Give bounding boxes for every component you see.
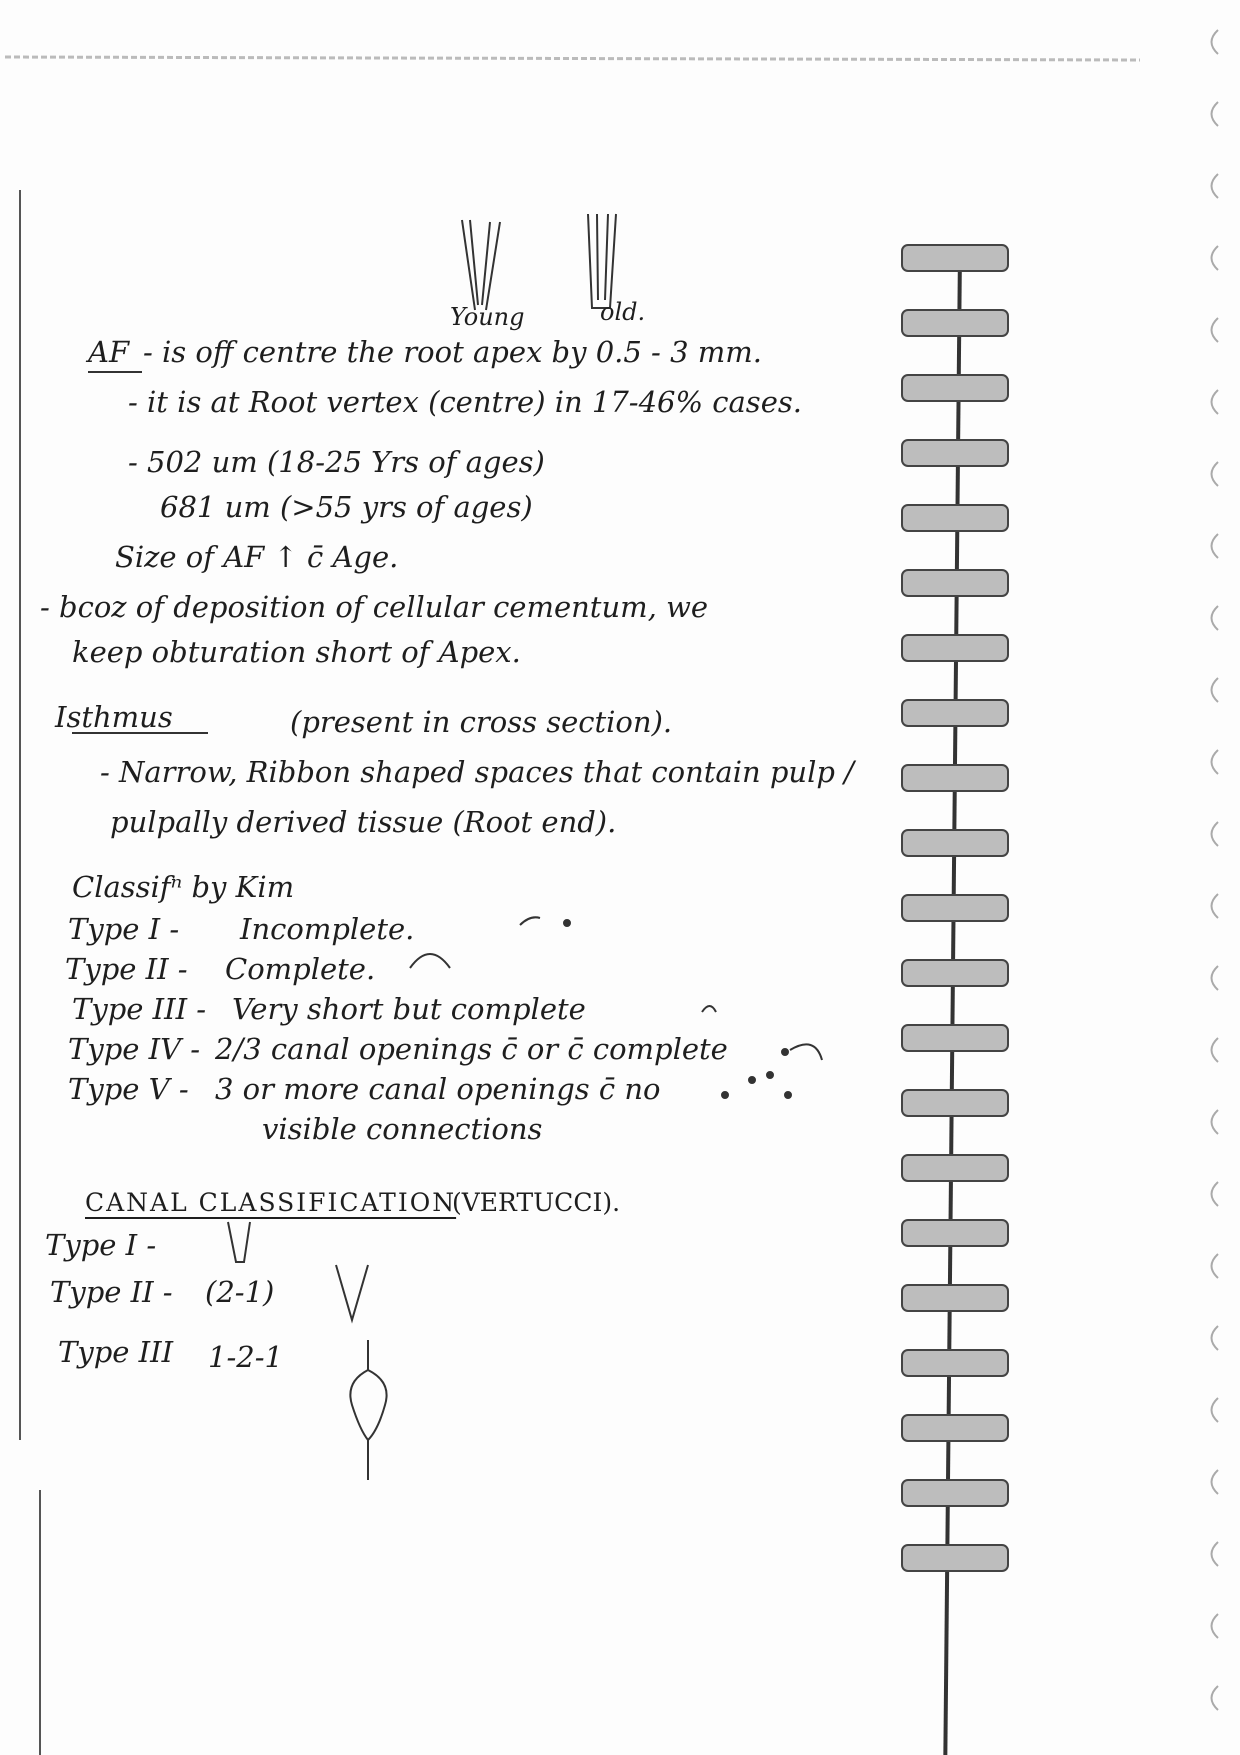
spiral-ring	[902, 1350, 1008, 1376]
af-line-5: Size of AF ↑ c̄ Age.	[115, 540, 399, 574]
af-line-2: - it is at Root vertex (centre) in 17-46% cases.	[128, 385, 802, 419]
spiral-ring	[902, 830, 1008, 856]
kim-type-5-label: Type V -	[68, 1072, 189, 1106]
vertucci-author: (VERTUCCI).	[452, 1188, 621, 1217]
isthmus-heading: Isthmus	[55, 700, 173, 734]
edge-hole	[1212, 606, 1219, 630]
spiral-ring	[902, 310, 1008, 336]
edge-hole	[1212, 1182, 1219, 1206]
spiral-ring	[902, 1155, 1008, 1181]
page-edge-holes	[1212, 30, 1219, 1710]
spiral-ring	[902, 765, 1008, 791]
edge-hole	[1212, 102, 1219, 126]
spiral-binding	[902, 245, 1008, 1571]
kim-type-3-desc: Very short but complete	[232, 992, 586, 1026]
spiral-spine	[945, 250, 960, 1755]
edge-hole	[1212, 822, 1219, 846]
edge-hole	[1212, 1254, 1219, 1278]
kim-type-1-label: Type I -	[68, 912, 180, 946]
af-heading: AF	[88, 335, 130, 369]
spiral-ring	[902, 1220, 1008, 1246]
spiral-ring	[902, 635, 1008, 661]
edge-hole	[1212, 390, 1219, 414]
kim-type-5-desc: 3 or more canal openings c̄ no	[215, 1072, 661, 1106]
edge-hole	[1212, 1110, 1219, 1134]
spiral-ring	[902, 1545, 1008, 1571]
edge-hole	[1212, 894, 1219, 918]
vertucci-type-3-desc: 1-2-1	[208, 1340, 283, 1374]
spiral-ring	[902, 960, 1008, 986]
spiral-ring	[902, 570, 1008, 596]
af-line-7: keep obturation short of Apex.	[72, 635, 521, 669]
kim-type-4-desc: 2/3 canal openings c̄ or c̄ complete	[215, 1032, 728, 1066]
edge-hole	[1212, 318, 1219, 342]
kim-type-2-desc: Complete.	[225, 952, 376, 986]
isthmus-note: (present in cross section).	[290, 705, 673, 739]
spiral-ring	[902, 440, 1008, 466]
edge-hole	[1212, 750, 1219, 774]
kim-type-2-label: Type II -	[65, 952, 188, 986]
af-line-6: - bcoz of deposition of cellular cementum, we	[40, 590, 709, 624]
kim-type-1-desc: Incomplete.	[240, 912, 415, 946]
edge-hole	[1212, 462, 1219, 486]
spiral-ring	[902, 375, 1008, 401]
edge-hole	[1212, 1614, 1219, 1638]
vertucci-type-2-label: Type II -	[50, 1275, 173, 1309]
spiral-ring	[902, 1480, 1008, 1506]
isthmus-line-1: - Narrow, Ribbon shaped spaces that contain pulp /	[100, 755, 854, 789]
label-old: old.	[600, 298, 646, 326]
vertucci-type-2-desc: (2-1)	[205, 1275, 275, 1309]
spiral-ring	[902, 1285, 1008, 1311]
top-scan-line	[5, 57, 1140, 60]
edge-hole	[1212, 246, 1219, 270]
spiral-ring	[902, 700, 1008, 726]
kim-type-4-label: Type IV -	[68, 1032, 201, 1066]
kim-heading: Classifⁿ by Kim	[72, 870, 295, 904]
spiral-ring	[902, 505, 1008, 531]
edge-hole	[1212, 1398, 1219, 1422]
edge-hole	[1212, 1326, 1219, 1350]
label-young: Young	[450, 303, 525, 331]
edge-hole	[1212, 1470, 1219, 1494]
edge-hole	[1212, 678, 1219, 702]
spiral-ring	[902, 1415, 1008, 1441]
kim-type-3-label: Type III -	[72, 992, 207, 1026]
vertucci-type-3-label: Type III	[58, 1335, 174, 1369]
canal-classification-heading: CANAL CLASSIFICATION	[85, 1188, 457, 1217]
spiral-ring	[902, 245, 1008, 271]
edge-hole	[1212, 174, 1219, 198]
spiral-ring	[902, 895, 1008, 921]
af-line-3: - 502 um (18-25 Yrs of ages)	[128, 445, 545, 479]
isthmus-line-2: pulpally derived tissue (Root end).	[110, 805, 617, 839]
edge-hole	[1212, 1038, 1219, 1062]
edge-hole	[1212, 1542, 1219, 1566]
edge-hole	[1212, 534, 1219, 558]
spiral-ring	[902, 1025, 1008, 1051]
edge-hole	[1212, 30, 1219, 54]
af-line-4: 681 um (>55 yrs of ages)	[160, 490, 533, 524]
kim-type-5-cont: visible connections	[262, 1112, 543, 1146]
edge-hole	[1212, 1686, 1219, 1710]
af-line-1: - is off centre the root apex by 0.5 - 3 mm.	[143, 335, 762, 369]
root-apex-sketch	[462, 214, 616, 310]
spiral-ring	[902, 1090, 1008, 1116]
vertucci-type-1-label: Type I -	[45, 1228, 157, 1262]
edge-hole	[1212, 966, 1219, 990]
